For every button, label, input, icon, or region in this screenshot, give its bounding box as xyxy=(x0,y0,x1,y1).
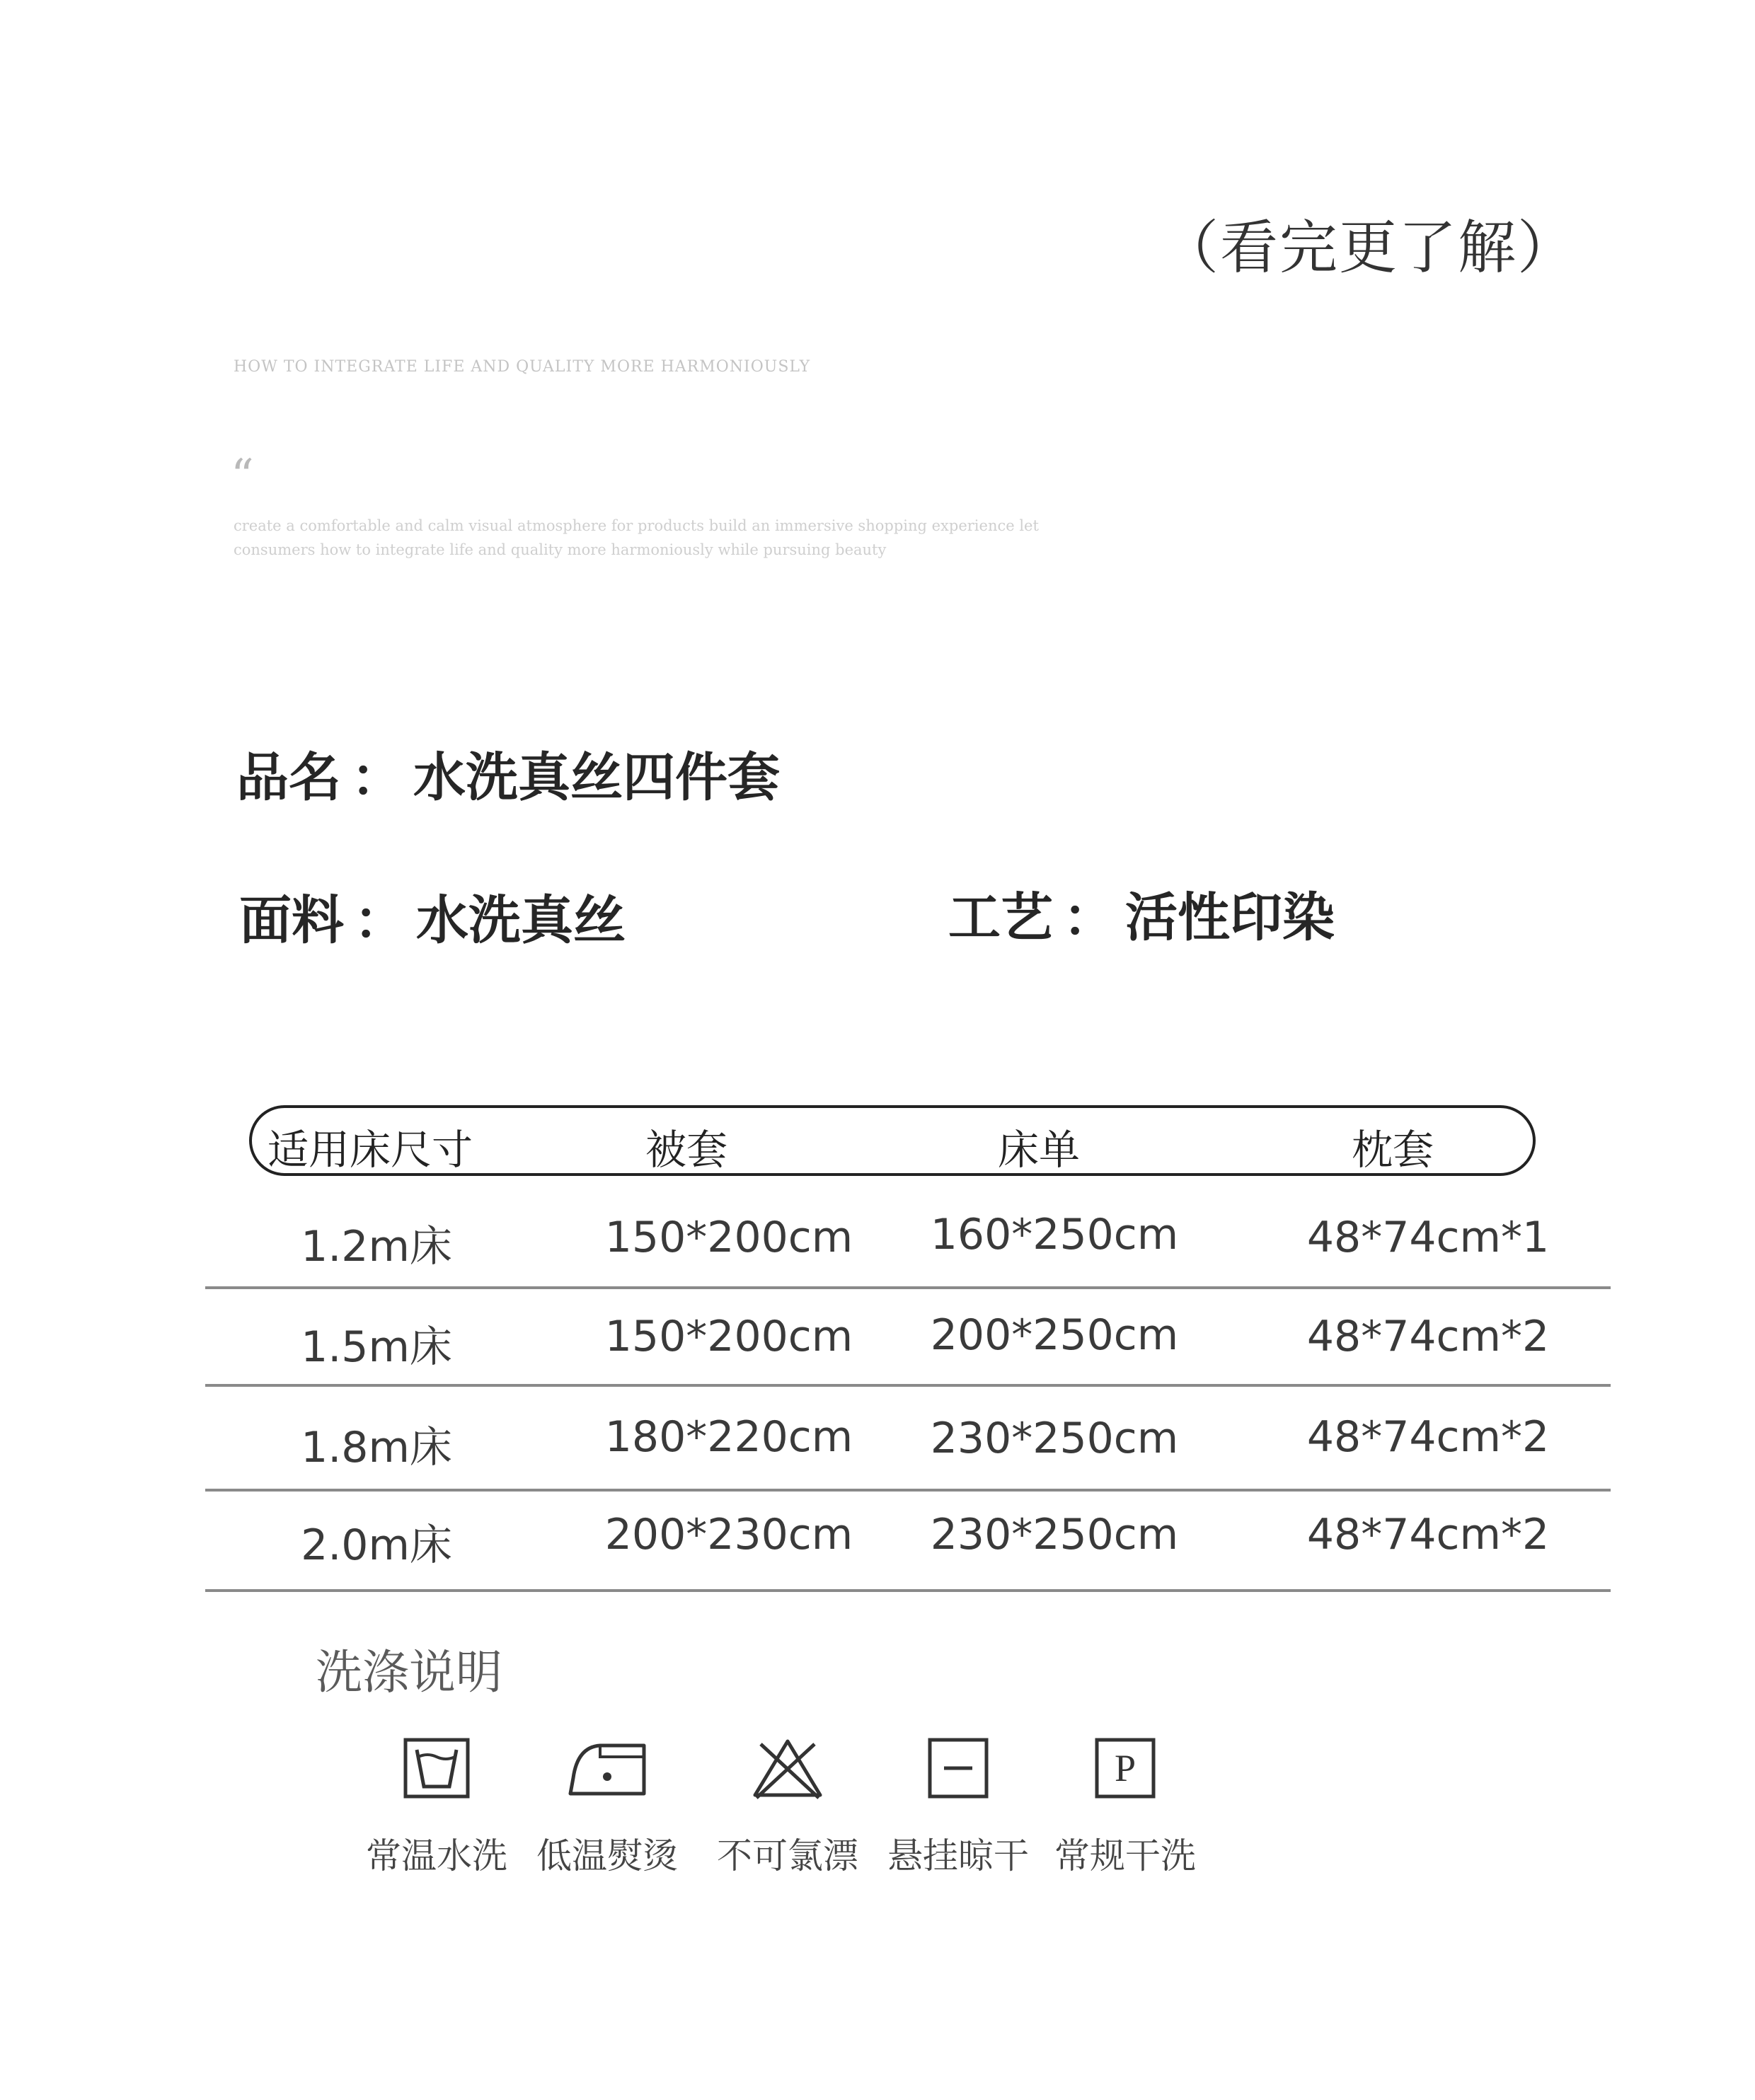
fabric-label: 面料 xyxy=(239,890,344,951)
table-cell: 230*250cm xyxy=(930,1414,1179,1463)
table-cell: 150*200cm xyxy=(604,1312,853,1361)
craft-line xyxy=(948,876,1335,951)
row-divider xyxy=(205,1286,1611,1289)
iron-low-icon xyxy=(565,1737,650,1799)
table-cell: 160*250cm xyxy=(930,1210,1179,1259)
care-label: 低温熨烫 xyxy=(536,1835,678,1876)
colon: ： xyxy=(351,747,403,808)
quote-mark: “ xyxy=(231,450,254,502)
care-label: 常规干洗 xyxy=(1054,1835,1196,1876)
table-cell: 48*74cm*2 xyxy=(1306,1412,1550,1462)
table-cell: 1.5m床 xyxy=(301,1322,452,1372)
colon: ： xyxy=(1063,887,1115,948)
table-cell: 48*74cm*2 xyxy=(1306,1312,1550,1361)
table-cell: 1.2m床 xyxy=(301,1222,452,1271)
table-cell: 2.0m床 xyxy=(301,1521,452,1570)
table-cell: 150*200cm xyxy=(604,1213,853,1262)
no-bleach-icon xyxy=(751,1737,824,1799)
craft-value: 活性印染 xyxy=(1125,887,1335,948)
header-note: （看完更了解） xyxy=(1161,214,1577,282)
quote-text: create a comfortable and calm visual atmosphere for products build an immersive shopping experience let consumers how to integrate life and quality more harmoniously while pursuing beauty xyxy=(234,517,1039,558)
table-cell: 1.8m床 xyxy=(301,1423,452,1472)
table-cell: 200*230cm xyxy=(604,1510,853,1559)
care-label: 不可氯漂 xyxy=(717,1835,858,1876)
wash-tub-icon xyxy=(403,1737,471,1799)
table-cell: 230*250cm xyxy=(930,1510,1179,1559)
product-name-line xyxy=(236,736,780,811)
colon: ： xyxy=(354,890,406,951)
tagline: HOW TO INTEGRATE LIFE AND QUALITY MORE HARMONIOUSLY xyxy=(234,358,811,376)
header-duvet-cover: 被套 xyxy=(645,1126,728,1174)
care-label: 常温水洗 xyxy=(366,1835,507,1876)
product-name-value: 水洗真丝四件套 xyxy=(413,747,780,808)
row-divider xyxy=(205,1489,1611,1492)
care-item-dryclean xyxy=(1040,1737,1210,1879)
p-symbol: P xyxy=(1114,1747,1137,1789)
header-bed-size: 适用床尺寸 xyxy=(267,1126,473,1174)
table-cell: 48*74cm*2 xyxy=(1306,1510,1550,1559)
care-item-wash xyxy=(352,1737,522,1879)
care-label: 悬挂晾干 xyxy=(887,1835,1029,1876)
fabric-line xyxy=(239,879,626,954)
craft-label: 工艺 xyxy=(948,887,1053,948)
header-pillowcase: 枕套 xyxy=(1352,1126,1434,1174)
care-item-dry xyxy=(873,1737,1043,1879)
table-cell: 48*74cm*1 xyxy=(1306,1213,1550,1262)
table-cell: 180*220cm xyxy=(604,1412,853,1462)
care-title: 洗涤说明 xyxy=(316,1645,502,1700)
row-divider xyxy=(205,1589,1611,1592)
line-dry-icon xyxy=(927,1737,989,1799)
product-name-label: 品名 xyxy=(236,747,341,808)
table-cell: 200*250cm xyxy=(930,1310,1179,1360)
row-divider xyxy=(205,1384,1611,1387)
fabric-value: 水洗真丝 xyxy=(416,890,626,951)
care-item-bleach xyxy=(703,1737,873,1879)
care-item-iron xyxy=(522,1737,692,1879)
header-bed-sheet: 床单 xyxy=(998,1126,1081,1174)
dry-clean-p-icon xyxy=(1094,1737,1156,1799)
